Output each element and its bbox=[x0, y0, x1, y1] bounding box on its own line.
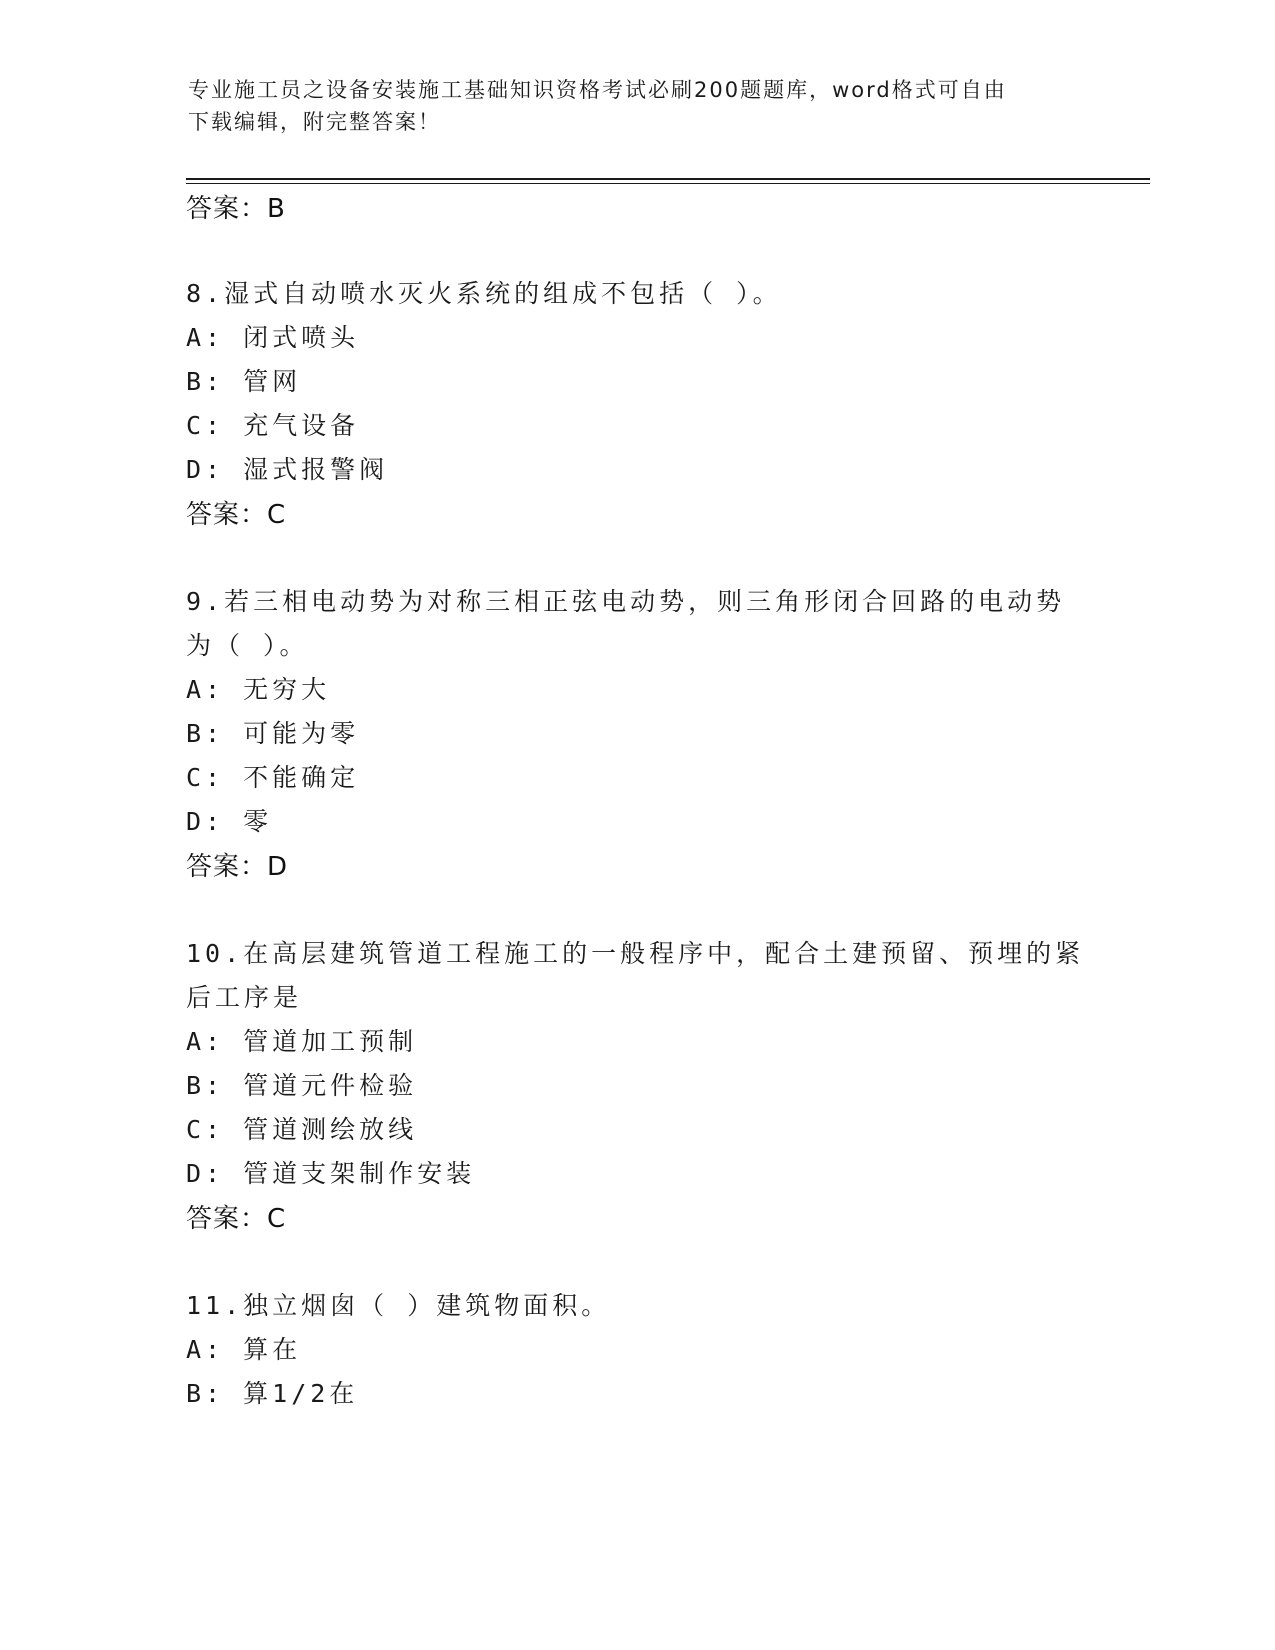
question-9-option-c: C: 不能确定 bbox=[186, 763, 360, 792]
header-divider-thin bbox=[186, 183, 1150, 184]
question-8-option-b: B: 管网 bbox=[186, 367, 302, 396]
question-8-stem: 8.湿式自动喷水灭火系统的组成不包括（ ）。 bbox=[186, 279, 782, 308]
header-divider-thick bbox=[186, 178, 1150, 180]
question-10-option-a: A: 管道加工预制 bbox=[186, 1027, 418, 1056]
question-8-answer: 答案：C bbox=[186, 500, 287, 530]
question-9-option-d: D: 零 bbox=[186, 807, 273, 836]
question-9-option-b: B: 可能为零 bbox=[186, 719, 360, 748]
question-8-option-c: C: 充气设备 bbox=[186, 411, 360, 440]
question-9-answer: 答案：D bbox=[186, 852, 289, 882]
question-8-option-a: A: 闭式喷头 bbox=[186, 323, 360, 352]
question-8-option-d: D: 湿式报警阀 bbox=[186, 455, 389, 484]
question-11-option-b: B: 算1/2在 bbox=[186, 1379, 359, 1408]
question-10-option-b: B: 管道元件检验 bbox=[186, 1071, 418, 1100]
header-title-line-1: 专业施工员之设备安装施工基础知识资格考试必刷200题题库，word格式可自由 bbox=[188, 78, 1007, 102]
question-10-stem-line-2: 后工序是 bbox=[186, 983, 303, 1012]
question-10-option-c: C: 管道测绘放线 bbox=[186, 1115, 418, 1144]
question-11-option-a: A: 算在 bbox=[186, 1335, 302, 1364]
question-10-option-d: D: 管道支架制作安装 bbox=[186, 1159, 476, 1188]
question-9-stem-line-2: 为（ ）。 bbox=[186, 631, 309, 660]
previous-answer: 答案：B bbox=[186, 194, 286, 224]
question-9-option-a: A: 无穷大 bbox=[186, 675, 331, 704]
question-10-answer: 答案：C bbox=[186, 1204, 287, 1234]
question-11-stem: 11.独立烟囱（ ）建筑物面积。 bbox=[186, 1291, 611, 1320]
question-10-stem-line-1: 10.在高层建筑管道工程施工的一般程序中，配合土建预留、预埋的紧 bbox=[186, 939, 1085, 968]
question-9-stem-line-1: 9.若三相电动势为对称三相正弦电动势，则三角形闭合回路的电动势 bbox=[186, 587, 1066, 616]
header-title-line-2: 下载编辑，附完整答案！ bbox=[188, 110, 441, 134]
page-header bbox=[188, 74, 1068, 138]
